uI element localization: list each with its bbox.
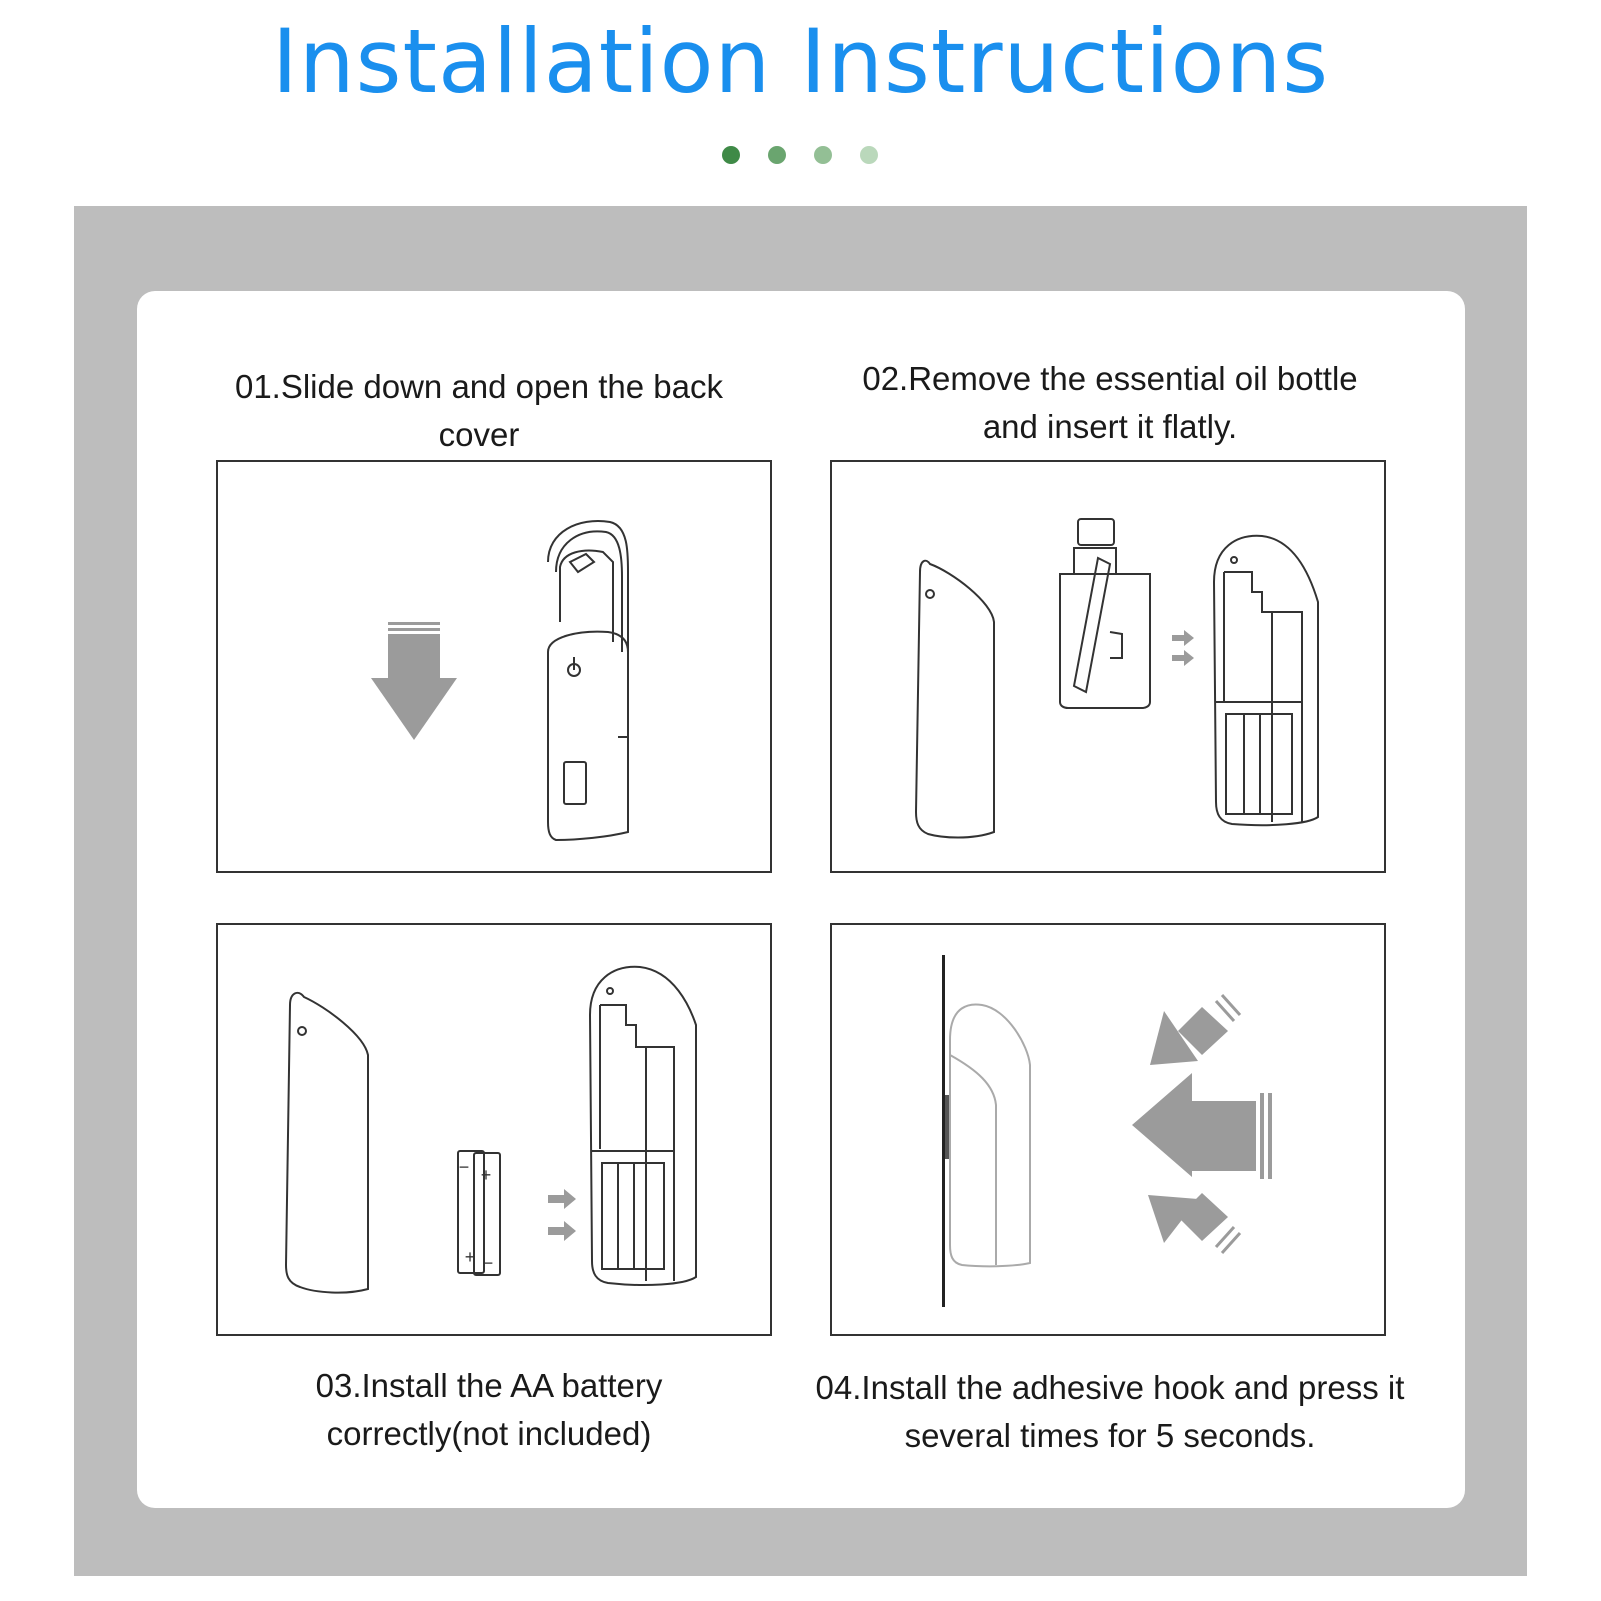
pagination-dot-4[interactable] — [860, 146, 878, 164]
pagination-dot-2[interactable] — [768, 146, 786, 164]
battery-minus-label: − — [458, 1157, 470, 1177]
small-right-arrows-icon — [1172, 630, 1194, 666]
step-2-caption-line-1: 02.Remove the essential oil bottle — [862, 360, 1358, 397]
step-1-caption-line-1: 01.Slide down and open the back — [234, 368, 724, 405]
step-1-caption-line-2: cover — [438, 416, 520, 453]
back-cover-icon — [286, 993, 368, 1293]
diffuser-mounted-icon — [950, 1004, 1030, 1266]
pagination-dot-3[interactable] — [814, 146, 832, 164]
step-4-caption-line-2: several times for 5 seconds. — [904, 1417, 1316, 1454]
step-4-caption-line-1: 04.Install the adhesive hook and press it — [815, 1369, 1405, 1406]
pagination-dots — [722, 146, 902, 164]
step-3-caption-line-2: correctly(not included) — [326, 1415, 652, 1452]
down-arrow-icon — [371, 622, 457, 740]
small-right-arrows-icon — [548, 1189, 576, 1241]
press-arrow-top-icon — [1150, 995, 1240, 1065]
battery-plus-label: + — [480, 1165, 492, 1185]
oil-bottle-icon — [1060, 519, 1150, 708]
back-cover-icon — [916, 561, 994, 838]
step-1-illustration — [216, 460, 772, 873]
diffuser-open-icon — [548, 521, 628, 840]
step-2-caption — [810, 355, 1410, 451]
step-3-caption — [196, 1362, 782, 1458]
slide-down-cover-drawing — [218, 462, 770, 871]
pagination-dot-1[interactable] — [722, 146, 740, 164]
step-4-illustration — [830, 923, 1386, 1336]
battery-minus-bottom-label: − — [482, 1253, 494, 1273]
battery-plus-bottom-label: + — [464, 1247, 476, 1267]
press-arrow-center-icon — [1132, 1073, 1272, 1179]
step-3-caption-line-1: 03.Install the AA battery — [315, 1367, 663, 1404]
install-battery-drawing — [218, 925, 770, 1334]
step-1-caption — [196, 363, 762, 459]
press-arrow-bottom-icon — [1148, 1193, 1240, 1253]
insert-oil-bottle-drawing — [832, 462, 1384, 871]
step-2-illustration — [830, 460, 1386, 873]
page-title: Installation Instructions — [271, 10, 1330, 113]
diffuser-body-open-icon — [590, 967, 696, 1285]
step-4-caption — [780, 1364, 1440, 1460]
step-2-caption-line-2: and insert it flatly. — [982, 408, 1238, 445]
diffuser-body-open-icon — [1214, 536, 1318, 825]
step-3-illustration — [216, 923, 772, 1336]
press-adhesive-hook-drawing — [832, 925, 1384, 1334]
wall-line-icon — [942, 955, 950, 1307]
